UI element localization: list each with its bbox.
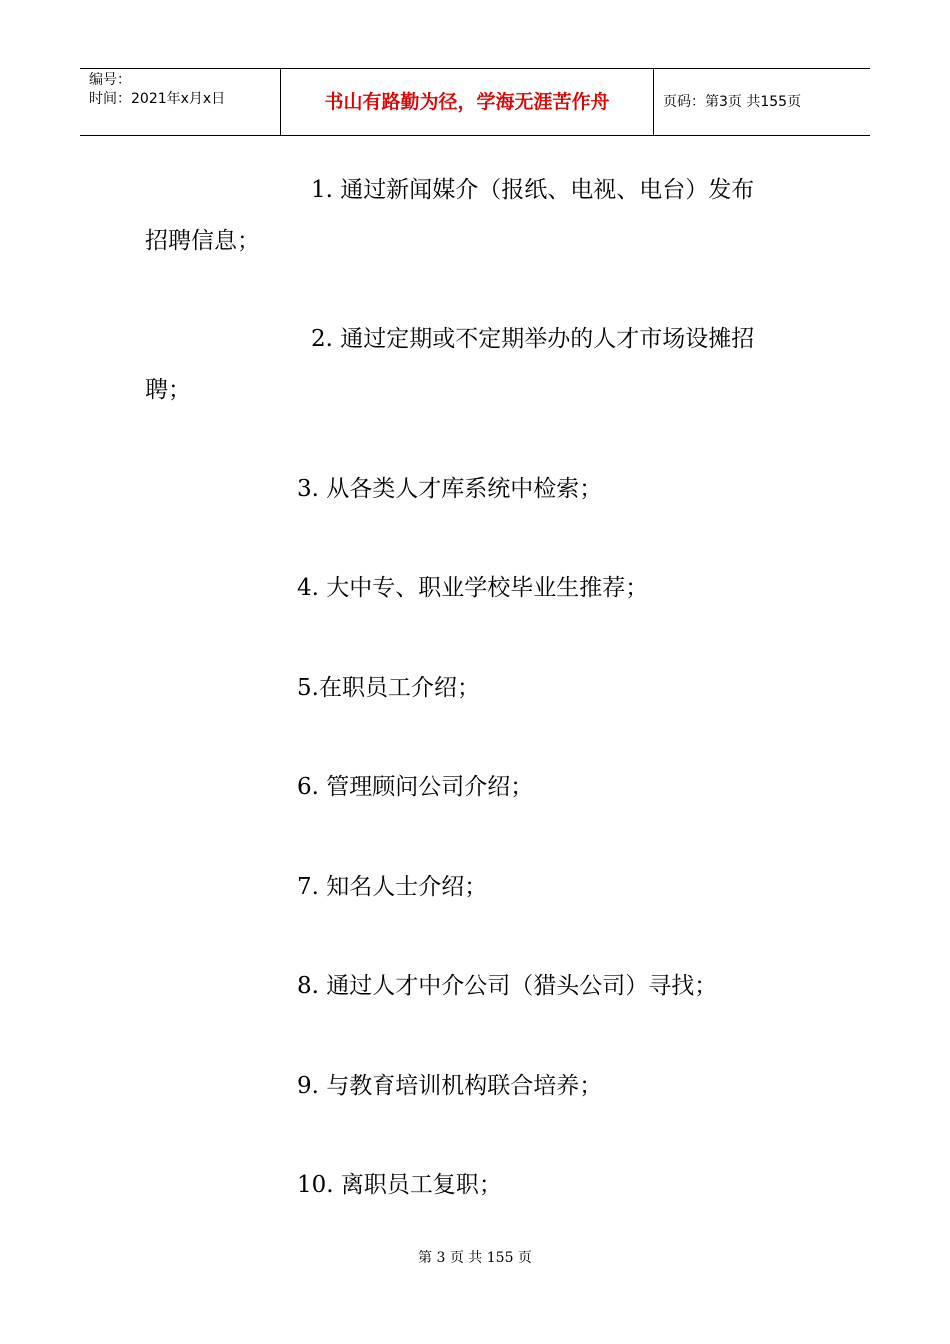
list-item-2-line-1: 2. 通过定期或不定期举办的人才市场设摊招 (311, 326, 755, 352)
list-item-8: 8. 通过人才中介公司（猎头公司）寻找； (297, 973, 718, 999)
list-item-1-line-2: 招聘信息； (145, 228, 260, 254)
list-item-7: 7. 知名人士介绍； (297, 874, 488, 900)
header-motto: 书山有路勤为径，学海无涯苦作舟 (281, 69, 654, 135)
list-item-3: 3. 从各类人才库系统中检索； (297, 476, 603, 502)
doc-number-label: 编号： (89, 72, 131, 88)
list-item-2-line-2: 聘； (145, 377, 191, 403)
list-item-6: 6. 管理顾问公司介绍； (297, 774, 534, 800)
list-item-5: 5.在职员工介绍； (297, 675, 480, 701)
page-footer: 第 3 页 共 155 页 (418, 1250, 532, 1266)
doc-time-label: 时间：2021年x月x日 (89, 91, 226, 107)
list-item-10: 10. 离职员工复职； (297, 1172, 502, 1198)
header-page-info: 页码：第3页 共155页 (663, 94, 802, 110)
list-item-9: 9. 与教育培训机构联合培养； (297, 1073, 603, 1099)
list-item-4: 4. 大中专、职业学校毕业生推荐； (297, 575, 649, 601)
list-item-1-line-1: 1. 通过新闻媒介（报纸、电视、电台）发布 (311, 177, 755, 203)
